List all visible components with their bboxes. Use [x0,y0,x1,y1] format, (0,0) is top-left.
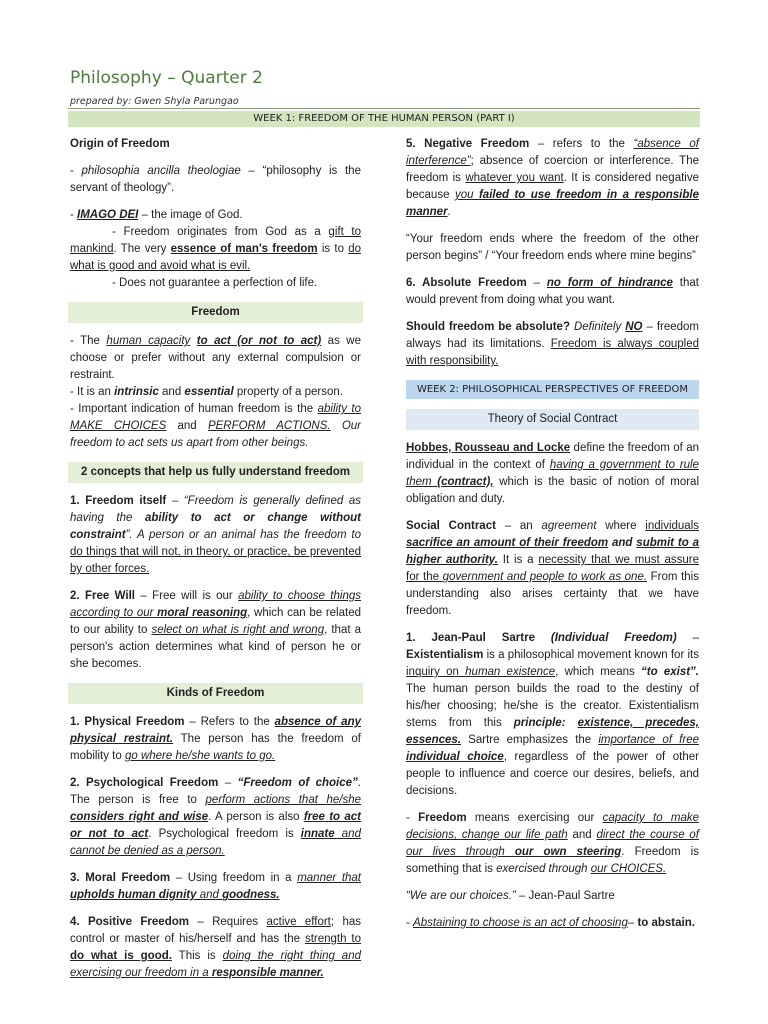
kind-psychological-freedom: 2. Psychological Freedom – “Freedom of choice”. The person is free to perform actions that he/she considers right and wise. A person is also free to act or not to act. Psychological freedom is innate and cannot be denied as a person. [70,777,361,857]
page-title: Philosophy – Quarter 2 [70,68,263,88]
sartre-paragraph: 1. Jean-Paul Sartre (Individual Freedom) – Existentialism is a philosophical movement known for its inquiry on human existence, which means “to exist”. The human person builds the road to the destiny of his/her choosing; he/she is the creator. Existentialism stems from this principle: existence, precedes, essences. Sartre emphasizes the importance of free individual choice, regardless of the power of other people to influence and coerce our desires, beliefs, and decisions. [406,632,700,797]
freedom-property: - It is an intrinsic and essential property of a person. [70,386,343,398]
left-column [70,136,361,992]
abstain-paragraph: - Abstaining to choose is an act of choosing– to abstain. [406,917,695,929]
header-rule [68,108,700,109]
concept-free-will: 2. Free Will – Free will is our ability to choose things according to our moral reasoning, which can be related to our ability to select on what is right and wrong, that a person's action determines what kind of person he or she becomes. [70,590,361,670]
page-subtitle: prepared by: Gwen Shyla Parungao [70,96,239,107]
freedom-choices-paragraph: - Freedom means exercising our capacity to make decisions, change our life path and direct the course of our lives through our own steering. Freedom is something that is exercised through our CHOICES. [406,812,699,875]
freedom-indication: - Important indication of human freedom is the ability to MAKE CHOICES and PERFORM ACTIONS. Our freedom to act sets us apart from other beings. [70,403,362,449]
right-column [406,136,699,942]
freedom-quote: “Your freedom ends where the freedom of the other person begins” / “Your freedom ends where mine begins” [406,233,699,262]
social-contract-intro: Hobbes, Rousseau and Locke define the freedom of an individual in the context of having a government to rule them (contract), which is the basic of notion of moral obligation and duty. [406,442,699,505]
imago-dei-detail: - Freedom originates from God as a gift to mankind. The very essence of man's freedom is to do what is good and avoid what is evil. [70,226,361,272]
social-contract-heading: Theory of Social Contract [406,409,699,430]
social-contract-definition: Social Contract – an agreement where individuals sacrifice an amount of their freedom and submit to a higher authority. It is a necessity that we must assure for the government and people to work as one. From this understanding also arises certainty that we have freedom. [406,520,699,617]
week2-banner: WEEK 2: PHILOSOPHICAL PERSPECTIVES OF FREEDOM [406,380,699,399]
kind-moral-freedom: 3. Moral Freedom – Using freedom in a manner that upholds human dignity and goodness. [70,872,362,901]
origin-title: Origin of Freedom [70,138,170,150]
absolute-question: Should freedom be absolute? Definitely NO – freedom always had its limitations. Freedom is always coupled with responsibility. [406,321,700,367]
concepts-heading: 2 concepts that help us fully understand freedom [68,462,363,483]
kind-positive-freedom: 4. Positive Freedom – Requires active effort; has control or master of his/herself and has the strength to do what is good. This is doing the right thing and exercising our freedom in a responsible manner. [70,916,361,979]
week1-banner: WEEK 1: FREEDOM OF THE HUMAN PERSON (PART I) [68,111,700,127]
philosophia-paragraph: - philosophia ancilla theologiae – “philosophy is the servant of theology”. [70,165,361,194]
kind-negative-freedom: 5. Negative Freedom – refers to the “absence of interference”; absence of coercion or interference. The freedom is whatever you want. It is considered negative because you failed to use freedom in a responsible manner. [406,138,699,218]
kind-physical-freedom: 1. Physical Freedom – Refers to the absence of any physical restraint. The person has the freedom of mobility to go where he/she wants to go. [70,716,362,762]
kinds-heading: Kinds of Freedom [68,683,363,704]
imago-dei-paragraph: - IMAGO DEI – the image of God. [70,209,243,221]
freedom-definition: - The human capacity to act (or not to act) as we choose or prefer without any external compulsion or restraint. [70,335,362,381]
kind-absolute-freedom: 6. Absolute Freedom – no form of hindrance that would prevent from doing what you want. [406,277,699,306]
freedom-heading: Freedom [68,302,363,323]
sartre-quote: “We are our choices.” – Jean-Paul Sartre [406,890,615,902]
concept-freedom-itself: 1. Freedom itself – “Freedom is generally defined as having the ability to act or change without constraint”. A person or an animal has the freedom to do things that will not, in theory, or practice, be prevented by other forces. [70,495,362,575]
imago-dei-detail-2: - Does not guarantee a perfection of life. [112,277,318,289]
